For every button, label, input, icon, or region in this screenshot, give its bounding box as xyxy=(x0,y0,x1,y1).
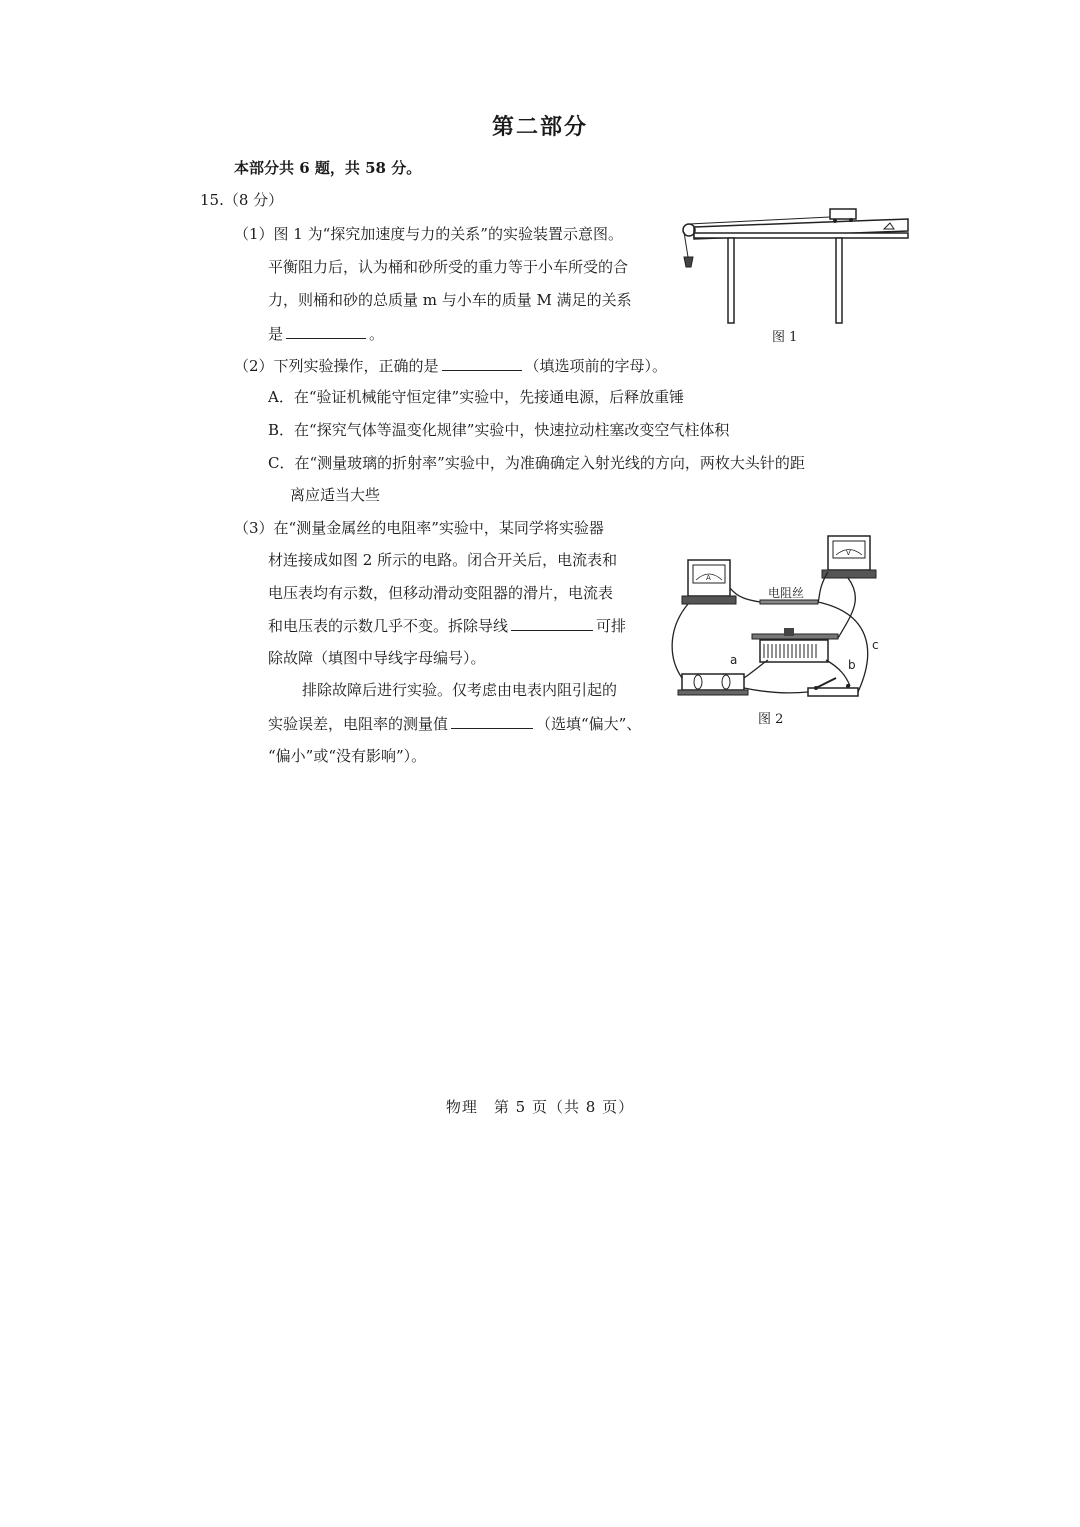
q15-p1-line2: 平衡阻力后，认为桶和砂所受的重力等于小车所受的合 xyxy=(268,258,629,276)
wire xyxy=(744,688,808,693)
cart xyxy=(830,209,856,219)
ammeter-label: A xyxy=(706,574,711,582)
q15-p3-line3: 电压表均有示数，但移动滑动变阻器的滑片，电流表 xyxy=(268,584,614,602)
option-c-cont: 离应适当大些 xyxy=(290,486,381,504)
page-title: 第二部分 xyxy=(491,114,588,140)
wedge xyxy=(884,223,894,229)
q15-p3-line5: 除故障（填图中导线字母编号）。 xyxy=(268,649,486,667)
wire xyxy=(838,578,855,638)
q15-p3-line4-after: 可排 xyxy=(596,617,627,635)
q15-p3-line4-before: 和电压表的示数几乎不变。拆除导线 xyxy=(268,617,509,635)
voltmeter xyxy=(822,536,876,578)
option-c: C．在“测量玻璃的折射率”实验中，为准确确定入射光线的方向，两枚大头针的距 xyxy=(268,454,805,472)
sand-bucket xyxy=(684,257,693,267)
rheostat xyxy=(752,628,838,662)
table-top xyxy=(694,233,908,238)
q15-p1-end: 。 xyxy=(369,325,385,343)
q15-p1-line4-text: 是 xyxy=(268,325,284,343)
answer-blank-2[interactable] xyxy=(442,354,522,371)
page-footer: 物理 第 5 页（共 8 页） xyxy=(445,1098,635,1116)
figure-1-apparatus xyxy=(680,205,910,330)
q15-p1-line1: （1）图 1 为“探究加速度与力的关系”的实验装置示意图。 xyxy=(234,225,623,243)
wire-b-label: b xyxy=(848,658,856,672)
q15-p3-line8: “偏小”或“没有影响”）。 xyxy=(268,747,427,765)
wire-a xyxy=(744,660,768,678)
option-b: B．在“探究气体等温变化规律”实验中，快速拉动柱塞改变空气柱体积 xyxy=(268,421,730,439)
q15-p3-line7-before: 实验误差，电阻率的测量值 xyxy=(268,715,449,733)
q15-p1-line3: 力，则桶和砂的总质量 m 与小车的质量 M 满足的关系 xyxy=(268,291,632,309)
q15-p3-line6: 排除故障后进行实验。仅考虑由电表内阻引起的 xyxy=(302,681,618,699)
answer-blank-4[interactable] xyxy=(451,712,533,729)
q15-p3-line4 xyxy=(268,614,626,636)
figure-2-circuit xyxy=(668,528,888,710)
option-a: A．在“验证机械能守恒定律”实验中，先接通电源，后释放重锤 xyxy=(268,388,685,406)
resistance-wire xyxy=(760,600,818,604)
q15-p3-line1: （3）在“测量金属丝的电阻率”实验中，某同学将实验器 xyxy=(234,519,604,537)
table-leg-left xyxy=(728,238,734,323)
wire-a-label: a xyxy=(730,653,738,667)
q15-p3-line7 xyxy=(268,712,641,734)
wire xyxy=(672,604,688,678)
battery xyxy=(678,674,748,695)
section-intro: 本部分共 6 题，共 58 分。 xyxy=(234,159,422,177)
voltmeter-label: V xyxy=(846,549,851,557)
ammeter xyxy=(682,560,736,604)
figure-1-caption: 图 1 xyxy=(772,330,798,345)
q15-p1-line4 xyxy=(268,322,384,344)
table-leg-right xyxy=(836,238,842,323)
wire-c-label: c xyxy=(872,638,879,652)
q15-p2-stem xyxy=(234,354,667,376)
question-15-label: 15.（8 分） xyxy=(200,191,284,209)
q15-p3-line2: 材连接成如图 2 所示的电路。闭合开关后，电流表和 xyxy=(268,551,618,569)
resistance-wire-label: 电阻丝 xyxy=(768,586,805,600)
q15-p2-stem-before: （2）下列实验操作，正确的是 xyxy=(234,357,439,375)
answer-blank-3[interactable] xyxy=(511,614,593,631)
q15-p3-line7-after: （选填“偏大”、 xyxy=(536,715,642,733)
answer-blank-1[interactable] xyxy=(286,322,366,339)
q15-p2-stem-after: （填选项前的字母）。 xyxy=(524,357,668,375)
figure-2-caption: 图 2 xyxy=(758,712,784,727)
switch xyxy=(808,678,858,696)
